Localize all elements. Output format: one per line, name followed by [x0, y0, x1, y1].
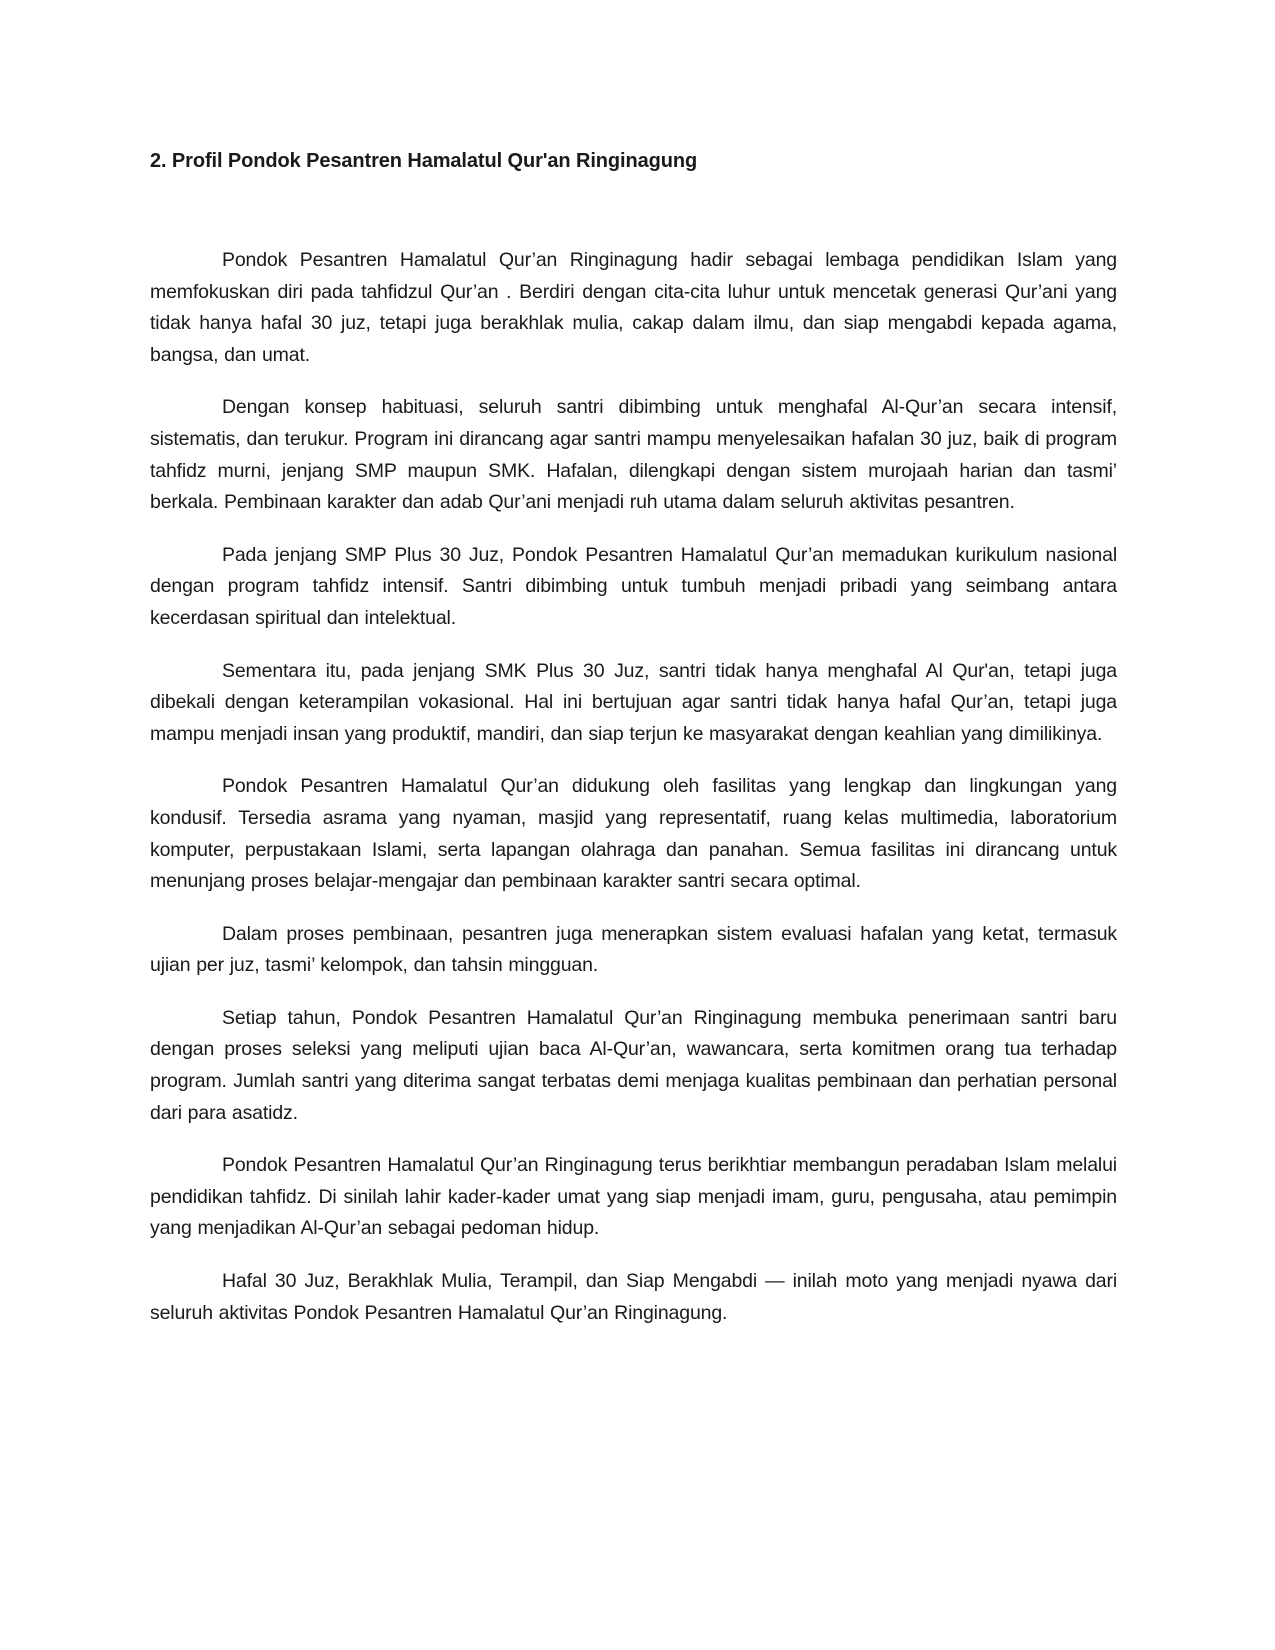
paragraph-admission: Setiap tahun, Pondok Pesantren Hamalatul Qur’an Ringinagung membuka penerimaan santri baru dengan proses seleksi yang meliputi ujian baca Al-Qur’an, wawancara, serta komitmen orang tua terhadap program. Jumlah santri yang diterima sangat terbatas demi menjaga kualitas pembinaan dan perhatian personal dari para asatidz. [150, 1006, 1117, 1124]
paragraph-facilities: Pondok Pesantren Hamalatul Qur’an didukung oleh fasilitas yang lengkap dan lingkungan yang kondusif. Tersedia asrama yang nyaman, masjid yang representatif, ruang kelas multimedia, laboratorium komputer, perpustakaan Islami, serta lapangan olahraga dan panahan. Semua fasilitas ini dirancang untuk menunjang proses belajar-mengajar dan pembinaan karakter santri secara optimal. [150, 775, 1117, 893]
paragraph-intro: Pondok Pesantren Hamalatul Qur’an Ringinagung hadir sebagai lembaga pendidikan Islam yang memfokuskan diri pada tahfidzul Qur’an . Berdiri dengan cita-cita luhur untuk mencetak generasi Qur’ani yang tidak hanya hafal 30 juz, tetapi juga berakhlak mulia, cakap dalam ilmu, dan siap mengabdi kepada agama, bangsa, dan umat. [150, 249, 1117, 366]
paragraph-evaluation: Dalam proses pembinaan, pesantren juga menerapkan sistem evaluasi hafalan yang ketat, termasuk ujian per juz, tasmi’ kelompok, dan tahsin mingguan. [150, 922, 1117, 977]
document-page [150, 146, 1117, 1350]
paragraph-smp-program: Pada jenjang SMP Plus 30 Juz, Pondok Pesantren Hamalatul Qur’an memadukan kurikulum nasional dengan program tahfidz intensif. Santri dibimbing untuk tumbuh menjadi pribadi yang seimbang antara kecerdasan spiritual dan intelektual. [150, 543, 1117, 629]
section-heading: 2. Profil Pondok Pesantren Hamalatul Qur'an Ringinagung [150, 150, 698, 172]
paragraph-motto: Hafal 30 Juz, Berakhlak Mulia, Terampil, dan Siap Mengabdi — inilah moto yang menjadi nyawa dari seluruh aktivitas Pondok Pesantren Hamalatul Qur’an Ringinagung. [150, 1270, 1117, 1324]
paragraph-habituation: Dengan konsep habituasi, seluruh santri dibimbing untuk menghafal Al-Qur’an secara intensif, sistematis, dan terukur. Program ini dirancang agar santri mampu menyelesaikan hafalan 30 juz, baik di program tahfidz murni, jenjang SMP maupun SMK. Hafalan, dilengkapi dengan sistem murojaah harian dan tasmi’ berkala. Pembinaan karakter dan adab Qur’ani menjadi ruh utama dalam seluruh aktivitas pesantren. [150, 396, 1117, 514]
paragraph-mission: Pondok Pesantren Hamalatul Qur’an Ringinagung terus berikhtiar membangun peradaban Islam melalui pendidikan tahfidz. Di sinilah lahir kader-kader umat yang siap menjadi imam, guru, pengusaha, atau pemimpin yang menjadikan Al-Qur’an sebagai pedoman hidup. [150, 1154, 1117, 1240]
paragraph-smk-program: Sementara itu, pada jenjang SMK Plus 30 Juz, santri tidak hanya menghafal Al Qur'an, tetapi juga dibekali dengan keterampilan vokasional. Hal ini bertujuan agar santri tidak hanya hafal Qur’an, tetapi juga mampu menjadi insan yang produktif, mandiri, dan siap terjun ke masyarakat dengan keahlian yang dimilikinya. [150, 659, 1117, 745]
